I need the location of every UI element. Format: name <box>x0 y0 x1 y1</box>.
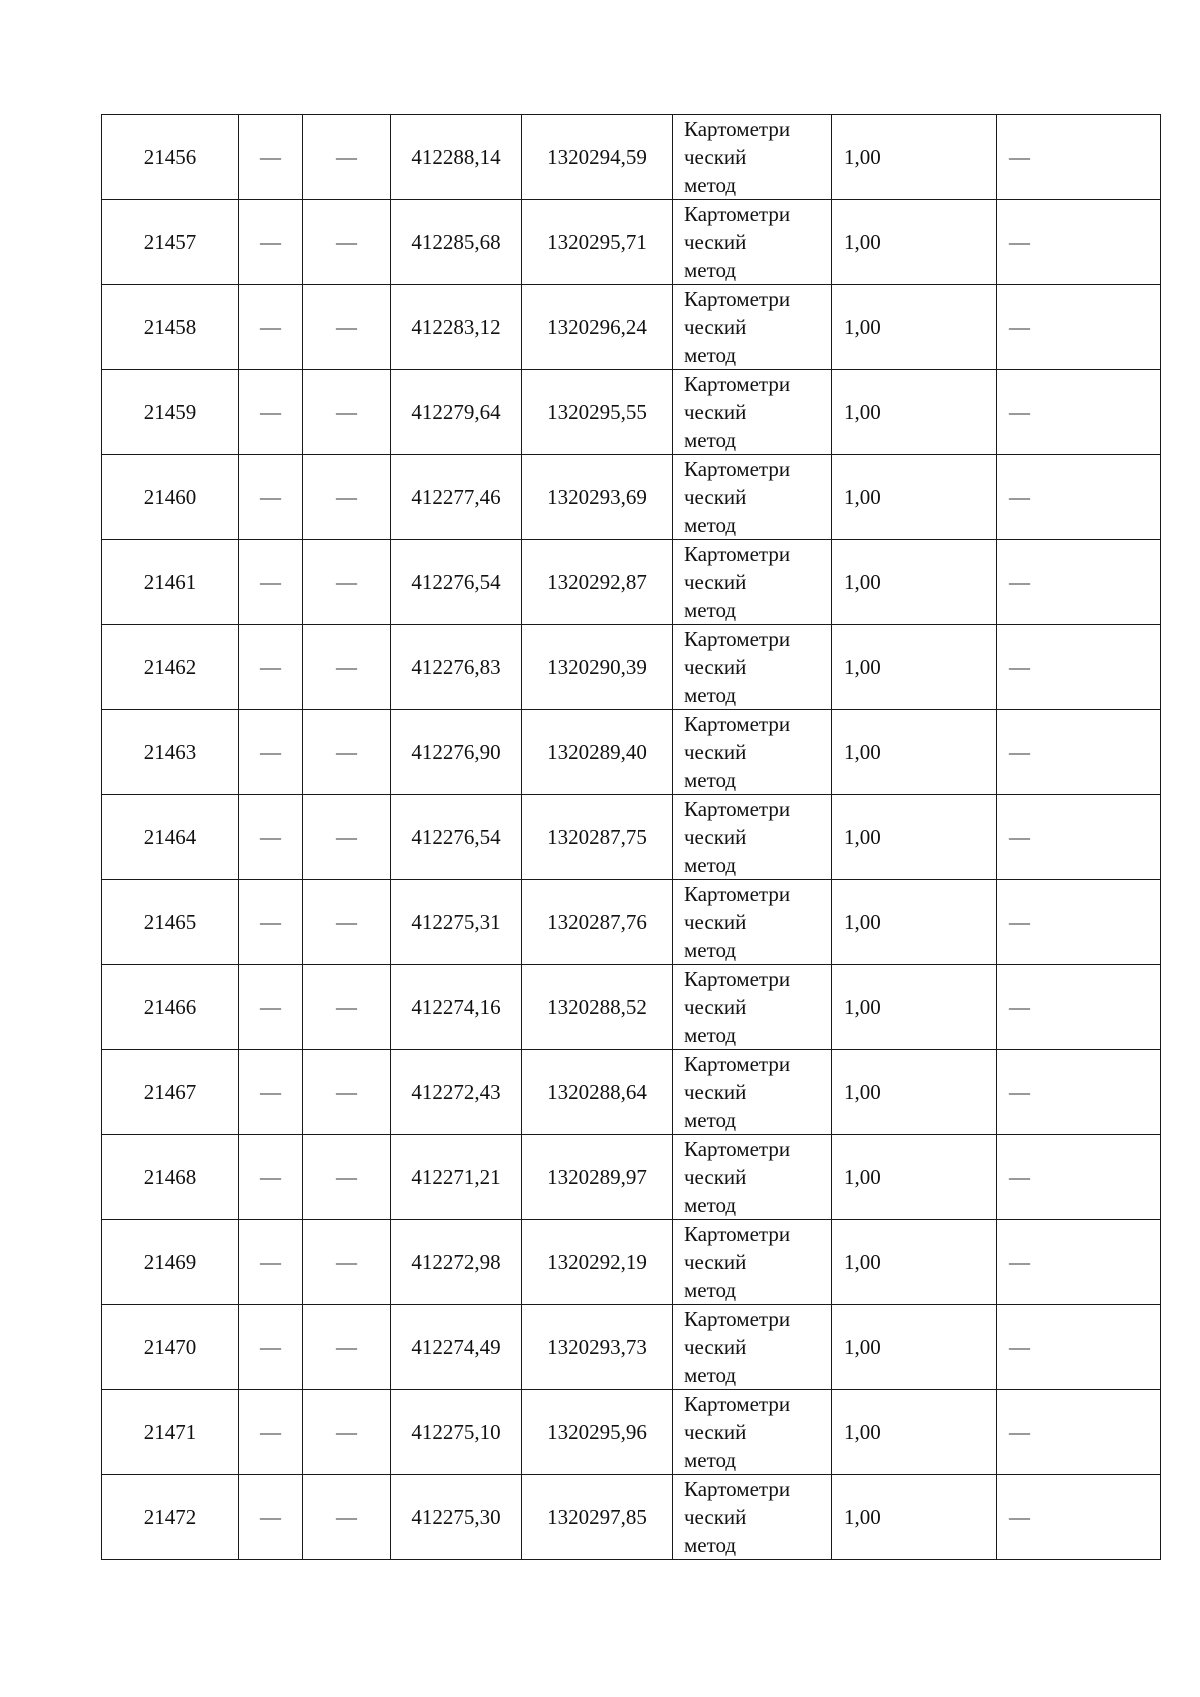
method-text-line: метод <box>684 428 737 452</box>
empty-value-cell: — <box>997 285 1161 370</box>
y-coordinate-cell: 1320294,59 <box>522 115 673 200</box>
method-cell <box>673 540 832 625</box>
accuracy-cell: 1,00 <box>832 370 997 455</box>
method-text-line: Картометри <box>684 967 791 991</box>
x-coordinate-cell: 412276,90 <box>391 710 522 795</box>
empty-value-cell: — <box>997 795 1161 880</box>
y-coordinate-cell: 1320288,52 <box>522 965 673 1050</box>
method-text-line: метод <box>684 173 737 197</box>
accuracy-cell: 1,00 <box>832 1305 997 1390</box>
y-coordinate-cell: 1320295,55 <box>522 370 673 455</box>
table-row <box>102 370 1161 455</box>
empty-value-cell: — <box>303 370 391 455</box>
empty-value-cell: — <box>303 795 391 880</box>
empty-value-cell: — <box>239 880 303 965</box>
table-row <box>102 540 1161 625</box>
empty-value-cell: — <box>239 455 303 540</box>
empty-value-cell: — <box>303 710 391 795</box>
empty-value-cell: — <box>303 1050 391 1135</box>
method-text-line: метод <box>684 768 737 792</box>
point-number-cell: 21459 <box>102 370 239 455</box>
x-coordinate-cell: 412275,31 <box>391 880 522 965</box>
table-row <box>102 1050 1161 1135</box>
method-text-line: метод <box>684 1193 737 1217</box>
empty-value-cell: — <box>997 1305 1161 1390</box>
method-text-line: Картометри <box>684 797 791 821</box>
method-text-line: Картометри <box>684 1477 791 1501</box>
table-row <box>102 625 1161 710</box>
empty-value-cell: — <box>997 625 1161 710</box>
y-coordinate-cell: 1320290,39 <box>522 625 673 710</box>
method-text-line: Картометри <box>684 287 791 311</box>
y-coordinate-cell: 1320287,75 <box>522 795 673 880</box>
empty-value-cell: — <box>997 880 1161 965</box>
method-text-line: ческий <box>684 485 747 509</box>
empty-value-cell: — <box>303 1305 391 1390</box>
empty-value-cell: — <box>303 880 391 965</box>
table-row <box>102 200 1161 285</box>
method-text-line: ческий <box>684 315 747 339</box>
x-coordinate-cell: 412276,54 <box>391 795 522 880</box>
table-row <box>102 1390 1161 1475</box>
table-row <box>102 1475 1161 1560</box>
method-cell <box>673 370 832 455</box>
empty-value-cell: — <box>303 540 391 625</box>
x-coordinate-cell: 412272,43 <box>391 1050 522 1135</box>
method-cell <box>673 1305 832 1390</box>
x-coordinate-cell: 412272,98 <box>391 1220 522 1305</box>
method-text-line: Картометри <box>684 372 791 396</box>
table-row <box>102 1135 1161 1220</box>
method-text-line: Картометри <box>684 457 791 481</box>
empty-value-cell: — <box>239 1050 303 1135</box>
accuracy-cell: 1,00 <box>832 880 997 965</box>
accuracy-cell: 1,00 <box>832 455 997 540</box>
y-coordinate-cell: 1320293,69 <box>522 455 673 540</box>
accuracy-cell: 1,00 <box>832 1220 997 1305</box>
accuracy-cell: 1,00 <box>832 1390 997 1475</box>
point-number-cell: 21460 <box>102 455 239 540</box>
empty-value-cell: — <box>303 625 391 710</box>
method-text-line: метод <box>684 1278 737 1302</box>
method-text-line: ческий <box>684 995 747 1019</box>
method-text-line: Картометри <box>684 1307 791 1331</box>
y-coordinate-cell: 1320297,85 <box>522 1475 673 1560</box>
empty-value-cell: — <box>997 710 1161 795</box>
y-coordinate-cell: 1320292,87 <box>522 540 673 625</box>
method-text-line: Картометри <box>684 1392 791 1416</box>
table-row <box>102 115 1161 200</box>
empty-value-cell: — <box>997 1135 1161 1220</box>
method-cell <box>673 1390 832 1475</box>
method-text-line: Картометри <box>684 882 791 906</box>
method-text-line: Картометри <box>684 117 791 141</box>
accuracy-cell: 1,00 <box>832 1475 997 1560</box>
method-cell <box>673 880 832 965</box>
y-coordinate-cell: 1320295,71 <box>522 200 673 285</box>
method-text-line: ческий <box>684 910 747 934</box>
empty-value-cell: — <box>303 115 391 200</box>
method-text-line: Картометри <box>684 1052 791 1076</box>
y-coordinate-cell: 1320296,24 <box>522 285 673 370</box>
method-text-line: метод <box>684 1533 737 1557</box>
method-cell <box>673 1135 832 1220</box>
y-coordinate-cell: 1320287,76 <box>522 880 673 965</box>
table-row <box>102 965 1161 1050</box>
empty-value-cell: — <box>239 795 303 880</box>
y-coordinate-cell: 1320289,40 <box>522 710 673 795</box>
method-cell <box>673 455 832 540</box>
point-number-cell: 21471 <box>102 1390 239 1475</box>
method-cell <box>673 710 832 795</box>
empty-value-cell: — <box>997 115 1161 200</box>
empty-value-cell: — <box>997 965 1161 1050</box>
method-text-line: метод <box>684 1108 737 1132</box>
empty-value-cell: — <box>239 965 303 1050</box>
x-coordinate-cell: 412274,49 <box>391 1305 522 1390</box>
accuracy-cell: 1,00 <box>832 710 997 795</box>
method-cell <box>673 200 832 285</box>
empty-value-cell: — <box>303 455 391 540</box>
empty-value-cell: — <box>239 1135 303 1220</box>
point-number-cell: 21464 <box>102 795 239 880</box>
empty-value-cell: — <box>997 370 1161 455</box>
table-row <box>102 1305 1161 1390</box>
method-text-line: Картометри <box>684 542 791 566</box>
table-row <box>102 880 1161 965</box>
point-number-cell: 21461 <box>102 540 239 625</box>
table-row <box>102 710 1161 795</box>
x-coordinate-cell: 412275,30 <box>391 1475 522 1560</box>
y-coordinate-cell: 1320293,73 <box>522 1305 673 1390</box>
method-text-line: ческий <box>684 1420 747 1444</box>
method-text-line: ческий <box>684 230 747 254</box>
method-text-line: ческий <box>684 1505 747 1529</box>
coordinates-table <box>101 114 1161 1560</box>
method-text-line: ческий <box>684 655 747 679</box>
table-body <box>102 115 1161 1560</box>
empty-value-cell: — <box>239 540 303 625</box>
method-text-line: метод <box>684 1448 737 1472</box>
method-cell <box>673 795 832 880</box>
empty-value-cell: — <box>239 625 303 710</box>
method-cell <box>673 285 832 370</box>
method-text-line: ческий <box>684 1250 747 1274</box>
method-text-line: Картометри <box>684 202 791 226</box>
method-text-line: метод <box>684 598 737 622</box>
table-row <box>102 795 1161 880</box>
method-text-line: ческий <box>684 1080 747 1104</box>
method-text-line: метод <box>684 1363 737 1387</box>
point-number-cell: 21470 <box>102 1305 239 1390</box>
point-number-cell: 21456 <box>102 115 239 200</box>
method-text-line: метод <box>684 683 737 707</box>
method-cell <box>673 1220 832 1305</box>
x-coordinate-cell: 412276,54 <box>391 540 522 625</box>
method-text-line: метод <box>684 513 737 537</box>
accuracy-cell: 1,00 <box>832 115 997 200</box>
table-row <box>102 1220 1161 1305</box>
point-number-cell: 21462 <box>102 625 239 710</box>
empty-value-cell: — <box>239 710 303 795</box>
point-number-cell: 21468 <box>102 1135 239 1220</box>
method-text-line: ческий <box>684 825 747 849</box>
x-coordinate-cell: 412275,10 <box>391 1390 522 1475</box>
empty-value-cell: — <box>303 1475 391 1560</box>
accuracy-cell: 1,00 <box>832 965 997 1050</box>
point-number-cell: 21472 <box>102 1475 239 1560</box>
accuracy-cell: 1,00 <box>832 795 997 880</box>
accuracy-cell: 1,00 <box>832 625 997 710</box>
empty-value-cell: — <box>239 1390 303 1475</box>
x-coordinate-cell: 412288,14 <box>391 115 522 200</box>
empty-value-cell: — <box>303 1135 391 1220</box>
method-cell <box>673 965 832 1050</box>
empty-value-cell: — <box>997 1475 1161 1560</box>
accuracy-cell: 1,00 <box>832 1050 997 1135</box>
method-cell <box>673 1050 832 1135</box>
x-coordinate-cell: 412279,64 <box>391 370 522 455</box>
accuracy-cell: 1,00 <box>832 200 997 285</box>
method-cell <box>673 115 832 200</box>
method-cell <box>673 625 832 710</box>
y-coordinate-cell: 1320295,96 <box>522 1390 673 1475</box>
method-text-line: ческий <box>684 570 747 594</box>
y-coordinate-cell: 1320289,97 <box>522 1135 673 1220</box>
empty-value-cell: — <box>239 370 303 455</box>
method-text-line: метод <box>684 343 737 367</box>
point-number-cell: 21466 <box>102 965 239 1050</box>
method-text-line: ческий <box>684 740 747 764</box>
method-text-line: метод <box>684 258 737 282</box>
x-coordinate-cell: 412271,21 <box>391 1135 522 1220</box>
empty-value-cell: — <box>239 1220 303 1305</box>
point-number-cell: 21467 <box>102 1050 239 1135</box>
method-text-line: метод <box>684 1023 737 1047</box>
empty-value-cell: — <box>239 1305 303 1390</box>
x-coordinate-cell: 412283,12 <box>391 285 522 370</box>
empty-value-cell: — <box>239 115 303 200</box>
method-cell <box>673 1475 832 1560</box>
method-text-line: ческий <box>684 1165 747 1189</box>
x-coordinate-cell: 412274,16 <box>391 965 522 1050</box>
empty-value-cell: — <box>239 285 303 370</box>
method-text-line: метод <box>684 938 737 962</box>
accuracy-cell: 1,00 <box>832 1135 997 1220</box>
empty-value-cell: — <box>239 200 303 285</box>
x-coordinate-cell: 412285,68 <box>391 200 522 285</box>
accuracy-cell: 1,00 <box>832 540 997 625</box>
empty-value-cell: — <box>997 1050 1161 1135</box>
point-number-cell: 21457 <box>102 200 239 285</box>
method-text-line: ческий <box>684 1335 747 1359</box>
point-number-cell: 21469 <box>102 1220 239 1305</box>
method-text-line: Картометри <box>684 627 791 651</box>
empty-value-cell: — <box>997 1220 1161 1305</box>
method-text-line: Картометри <box>684 1137 791 1161</box>
method-text-line: ческий <box>684 400 747 424</box>
table-row <box>102 285 1161 370</box>
method-text-line: Картометри <box>684 1222 791 1246</box>
empty-value-cell: — <box>303 965 391 1050</box>
empty-value-cell: — <box>997 200 1161 285</box>
x-coordinate-cell: 412276,83 <box>391 625 522 710</box>
empty-value-cell: — <box>997 455 1161 540</box>
empty-value-cell: — <box>303 1390 391 1475</box>
y-coordinate-cell: 1320292,19 <box>522 1220 673 1305</box>
empty-value-cell: — <box>303 1220 391 1305</box>
empty-value-cell: — <box>303 200 391 285</box>
point-number-cell: 21465 <box>102 880 239 965</box>
accuracy-cell: 1,00 <box>832 285 997 370</box>
point-number-cell: 21463 <box>102 710 239 795</box>
table-row <box>102 455 1161 540</box>
point-number-cell: 21458 <box>102 285 239 370</box>
empty-value-cell: — <box>997 540 1161 625</box>
empty-value-cell: — <box>997 1390 1161 1475</box>
empty-value-cell: — <box>303 285 391 370</box>
y-coordinate-cell: 1320288,64 <box>522 1050 673 1135</box>
empty-value-cell: — <box>239 1475 303 1560</box>
x-coordinate-cell: 412277,46 <box>391 455 522 540</box>
method-text-line: Картометри <box>684 712 791 736</box>
method-text-line: ческий <box>684 145 747 169</box>
method-text-line: метод <box>684 853 737 877</box>
